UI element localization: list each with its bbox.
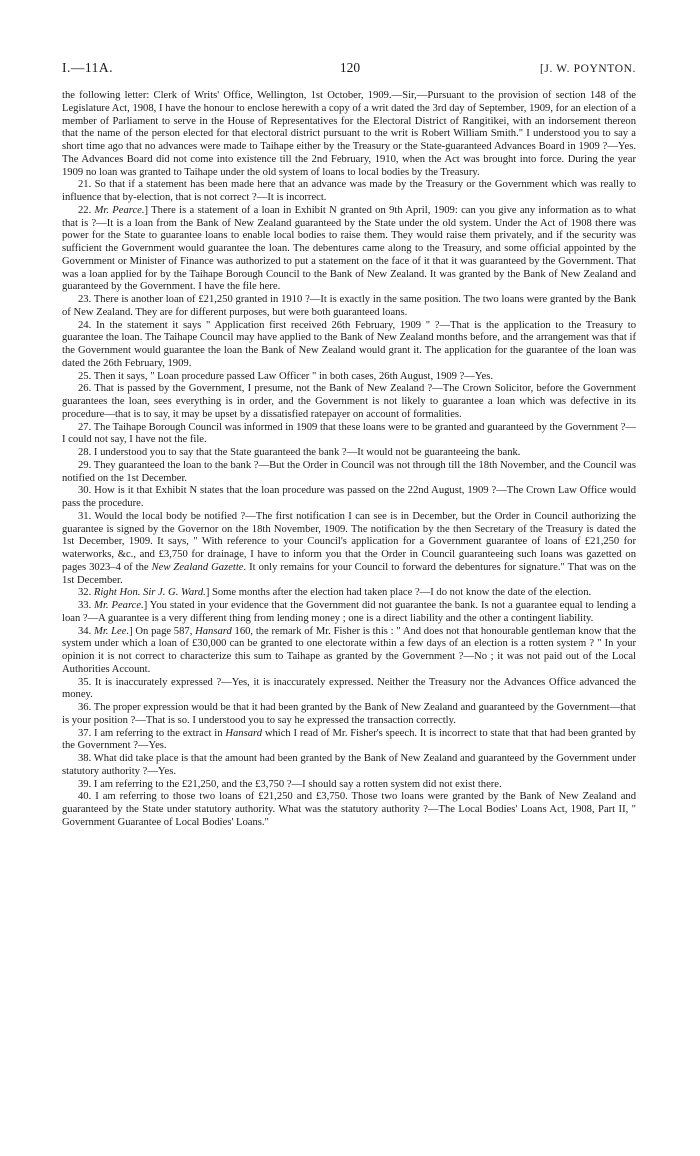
paragraph: 38. What did take place is that the amount had been granted by the Bank of New Zealand and guaranteed by the Government under statutory authority ?—Yes. bbox=[62, 753, 636, 777]
paragraph: 39. I am referring to the £21,250, and the £3,750 ?—I should say a rotten system did not exist there. bbox=[78, 778, 502, 790]
paragraph: 27. The Taihape Borough Council was informed in 1909 that these loans were to be granted and guaranteed by the Government ?—I could not say, I have not the file. bbox=[62, 421, 636, 446]
paragraph: 40. I am referring to those two loans of £21,250 and £3,750. Those two loans were granted by the Bank of New Zealand and guaranteed by the State under statutory authority. What was the statutory authority ?—The Local Bodies' Loans Act, 1908, Part II, " Government Guarantee of Local Bodies' Loans." bbox=[62, 791, 636, 828]
paragraph: 23. There is another loan of £21,250 granted in 1910 ?—It is exactly in the same position. The two loans were granted by the Bank of New Zealand. They are for different purposes, but were both guaranteed loans. bbox=[62, 294, 636, 318]
paper-code: I.—11A. bbox=[62, 60, 113, 75]
paragraph: 31. Would the local body be notified ?—The first notification I can see is in December, but the Order in Council authorizing the guarantee is signed by the Governor on the 18th November, 1909. The notification by the then Secretary of the Treasury is dated the 1st December, 1909. It says, " With reference to your Council's application for a Government guarantee of loans of £21,250 for waterworks, &c., and £3,750 for drainage, I have to inform you that the Order in Council guaranteeing such loans was gazetted on pages 3023–4 of the New Zealand Gazette. It only remains for your Council to forward the debentures for signature." That was on the 1st December. bbox=[62, 510, 637, 586]
paragraph: 25. Then it says, " Loan procedure passed Law Officer " in both cases, 26th August, 1909 ?—Yes. bbox=[78, 370, 493, 382]
testimony-text bbox=[62, 90, 636, 830]
paragraph: 33. Mr. Pearce.] You stated in your evidence that the Government did not guarantee the bank. Is not a guarantee equal to lending a loan ?—A guarantee is a very different thing from lending money ; one is a direct liability and the other a contingent liability. bbox=[62, 600, 636, 624]
paragraph: 26. That is passed by the Government, I presume, not the Bank of New Zealand ?—The Crown Solicitor, before the Government guarantees the loan, sees everything is in order, and the Government is not likely to guarantee a loan which was defective in its procedure—that is to say, it may be upset by a dissatisfied ratepayer on account of formalities. bbox=[62, 383, 636, 420]
paragraph: 30. How is it that Exhibit N states that the loan procedure was passed on the 22nd August, 1909 ?—The Crown Law Office would pass the procedure. bbox=[62, 485, 636, 509]
paragraph: 35. It is inaccurately expressed ?—Yes, it is inaccurately expressed. Neither the Treasury nor the Advances Office advanced the money. bbox=[62, 676, 636, 701]
paragraph: 28. I understood you to say that the State guaranteed the bank ?—It would not be guaranteeing the bank. bbox=[78, 447, 521, 458]
paragraph: 32. Right Hon. Sir J. G. Ward.] Some months after the election had taken place ?—I do not know the date of the election. bbox=[78, 587, 592, 599]
paragraph: 37. I am referring to the extract in Hansard which I read of Mr. Fisher's speech. It is incorrect to state that that had been granted by the Government ?—Yes. bbox=[62, 727, 636, 752]
page-header bbox=[62, 60, 636, 76]
paragraph: 34. Mr. Lee.] On page 587, Hansard 160, the remark of Mr. Fisher is this : " And does not that honourable gentleman know that the system under which a loan of £30,000 can be granted to one electorate within a few days of an election is a rotten system ? " In your opinion it is not correct to characterize this sum to Taihape as granted by the Government ?—No ; it was not paid out of the Local Authorities Account. bbox=[62, 625, 636, 675]
paragraph: 36. The proper expression would be that it had been granted by the Bank of New Zealand and guaranteed by the Government—that is your position ?—That is so. I understood you to say he expressed the transaction correctly. bbox=[62, 702, 636, 726]
paragraph: the following letter: Clerk of Writs' Office, Wellington, 1st October, 1909.—Sir,—Pursuant to the provision of section 148 of the Legislature Act, 1908, I have the honour to enclose herewith a copy of a writ dated the 3rd day of September, 1909, for an election of a member of Parliament to serve in the House of Representatives for the Electoral District of Rangitikei, with an indorsement thereon that the name of the person elected for that electoral district pursuant to the writ is Robert William Smith." I understood you to say a short time ago that no advances were made to Taihape either by the Treasury or the State-guaranteed Advances Board in 1909 ?—Yes. The Advances Board did not come into existence till the 2nd February, 1910, when the Act was brought into force. During the year 1909 no loan was granted to Taihape under the old system of loans to local bodies by the Treasury. bbox=[62, 90, 636, 178]
witness-name: [J. W. POYNTON. bbox=[539, 63, 636, 75]
paragraph: 22. Mr. Pearce.] There is a statement of a loan in Exhibit N granted on 9th April, 1909: can you give any information as to what that is ?—It is a loan from the Bank of New Zealand guaranteed by the State under the old system. Under the Act of 1908 there was power for the State to guarantee loans to enable local bodies to raise them. They would raise them privately, and if the security was sufficient the Government would guarantee the loan. The debentures came along to the Treasury, and some official appointed by the Government or Minister of Finance was authorized to put a statement on the face of it that it was guaranteed by the Government. That was a loan applied for by the Taihape Borough Council to the Bank of New Zealand. It was granted by the Bank of New Zealand and guaranteed by the Government. I have the file here. bbox=[62, 204, 636, 293]
paragraph: 24. In the statement it says " Application first received 26th February, 1909 " ?—That is the application to the Treasury to guarantee the loan. The Taihape Council may have applied to the Bank of New Zealand months before, and the arrangement was that if the Government would guarantee the loan the Bank of New Zealand would grant it. The application for the guarantee of the loan was dated the 26th February, 1909. bbox=[62, 319, 636, 369]
page-number: 120 bbox=[339, 60, 361, 75]
paragraph: 21. So that if a statement has been made here that an advance was made by the Treasury or the Government which was really to influence that by-election, that is not correct ?—It is incorrect. bbox=[62, 179, 636, 203]
paragraph: 29. They guaranteed the loan to the bank ?—But the Order in Council was not through till the 18th November, and the Council was notified on the 1st December. bbox=[62, 459, 636, 484]
